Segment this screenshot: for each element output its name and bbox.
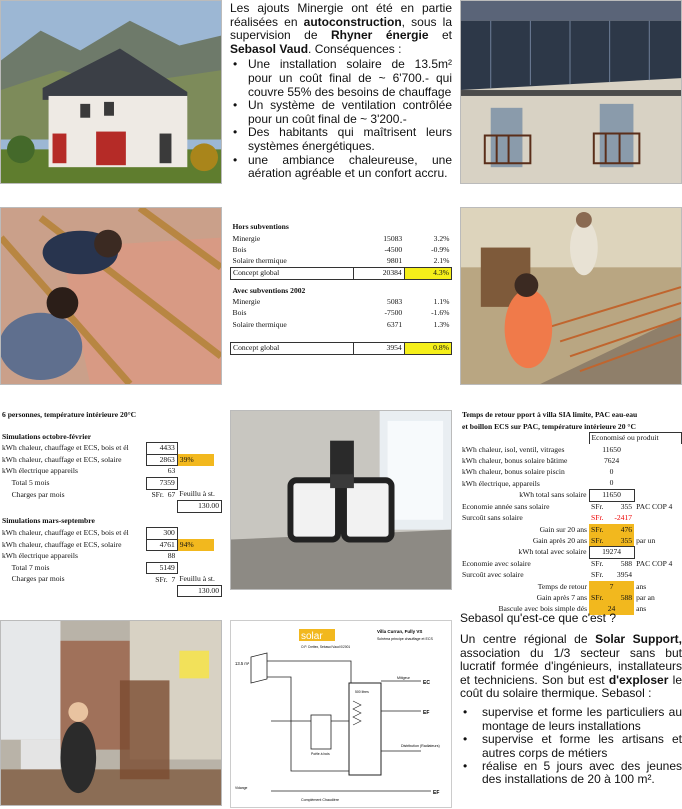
sebasol-text: Sebasol qu'est-ce que c'est ? Un centre régional de Solar Support, association du 1/3 secteur sans but lucratif formée d'ingénieurs, installateurs et techniciens. Son but est d'exploser le coût du solaire thermique. Sebasol : • supervise et forme les particuliers au montage de leurs installations • supervise et forme les artisans et autres corps de métiers • réalise en 5 jours avec des jeunes des installations de 20 à 100 m². [460, 612, 682, 787]
facade-photo [460, 0, 682, 184]
table-row: Solaire thermique 6371 1.3% [232, 319, 450, 329]
table-row: kWh électrique, appareils 0 [462, 478, 614, 488]
stove-label: Poêle à bois [311, 752, 330, 756]
table-row: Bascule avec bois simple dés 24 ans [498, 604, 647, 614]
list-item: • Une installation solaire de 13.5m² pour un coût final de ~ 6'700.- qui couvre 55% des besoins de chauffage [230, 58, 452, 99]
table-row: kWh chaleur, isol, ventil, vitrages 11650 [462, 444, 621, 454]
table-row: Temps de retour 7 ans [537, 581, 647, 591]
distribution-label: Distribution (Radiateurs) [401, 744, 440, 748]
list-item: • Un système de ventilation contrôlée pour un coût final de ~ 3'200.- [230, 99, 452, 126]
schema-subtitle: Schéma principe chauffage et ECS [377, 637, 433, 641]
sebasol-question: Sebasol qu'est-ce que c'est ? [460, 611, 617, 625]
table-row: Gain sur 20 ans SFr. 476 [539, 524, 633, 534]
table-row: kWh chaleur, chauffage et ECS, bois et él 300 [0, 528, 222, 540]
table-row: kWh électrique appareils 88 [2, 551, 176, 561]
payback-table: Temps de retour pport à villa SIA limite, PAC eau-eau et boillon ECS sur PAC, température intérieure 20 °C Economisé ou produit kWh chaleur, isol, ventil, vitrages 11650 kWh chaleur, bonus solaire bâtime 7624 kWh chaleur, bonus solaire piscin 0 kWh électrique, appareils 0 kWh total sans solaire 11650 Economie année sans solaire SFr. 355 PAC COP 4 Surcoût sans solaire SFr. -2417 Gain sur 20 ans SFr. 476 Gain après 20 ans SFr. 355 par un kWh total avec solaire 19274 Economie avec solaire SFr. 588 PAC COP 4 Surcoût avec solaire SFr. 3954 Temps de retour 7 ans Gain après 7 ans SFr. 588 par an Bascule avec bois simple dés 24 ans [460, 410, 682, 615]
table-row: Concept global 3954 0.8% [231, 343, 452, 355]
sebasol-bullets [460, 706, 682, 786]
ec-label: EC [423, 680, 430, 686]
table-row: Surcoût avec solaire SFr. 3954 [462, 570, 633, 580]
intro-bullets [230, 58, 452, 180]
schema-company: O.P. Crettex, Sebasol Vaud 0/2001 [301, 645, 351, 649]
table-row: kWh total sans solaire 11650 [460, 490, 682, 502]
subsidies-table [230, 222, 452, 355]
schema-villa: Villa Curran, Fully VS [377, 629, 423, 634]
collector-icon [251, 653, 267, 683]
schema-diagram [230, 620, 452, 808]
list-item: • supervise et forme les artisans et autres corps de métiers [460, 733, 682, 760]
table-row: kWh total avec solaire 19274 [460, 547, 682, 559]
table-row: Bois -7500 -1.6% [232, 308, 450, 318]
table-row: Minergie 5083 1.1% [232, 296, 450, 306]
table-row: Gain après 7 ans SFr. 588 par an [536, 593, 655, 603]
solar-logo: solar [301, 631, 323, 642]
boiler-label: Complément Chaudière [301, 798, 339, 802]
table-row: kWh chaleur, chauffage et ECS, bois et él 4433 [0, 443, 222, 455]
table-header: Avec subventions 2002 [232, 285, 306, 295]
collector-build-photo [0, 207, 222, 385]
intro-text: Les ajouts Minergie ont été en partie réalisées en autoconstruction, sous la supervision de Rhyner énergie et Sebasol Vaud. Conséquences : • Une installation solaire de 13.5m² pour un coût final de ~ 6'700.- qui couvre 55% des besoins de chauffage • Un système de ventilation contrôlée pour un coût final de ~ 3'200.- • Des habitants qui maîtrisent leurs systèmes énergétiques. • une ambiance chaleureuse, une aération agréable et un confort accru. [230, 2, 452, 181]
list-item: • supervise et forme les particuliers au montage de leurs installations [460, 706, 682, 733]
table-row: Surcoût sans solaire SFr. -2417 [462, 513, 633, 523]
table-header: Temps de retour pport à villa SIA limite, PAC eau-eau [462, 410, 638, 420]
table-header: 6 personnes, température intérieure 20°C [2, 410, 137, 420]
list-item: • Des habitants qui maîtrisent leurs systèmes énergétiques. [230, 126, 452, 153]
simulation-table: 6 personnes, température intérieure 20°C Simulations octobre-février kWh chaleur, chauffage et ECS, bois et él 4433 kWh chaleur, chauffage et ECS, solaire 2863 39% kWh électrique appareils 63 Total 5 mois 7359 Charges par mois SFr. 67 Feuillu à st. 130.00 Simulations mars-septembre kWh chaleur, chauffage et ECS, bois et él 300 kWh chaleur, chauffage et ECS, solaire 4761 94% kWh électrique appareils 88 Total 7 mois 5149 Charges par mois SFr. 7 Feuillu à st. 130.00 [0, 410, 222, 597]
table-row: kWh chaleur, chauffage et ECS, solaire 4761 94% [0, 539, 222, 551]
table-row: kWh chaleur, bonus solaire piscin 0 [462, 467, 614, 477]
table-header: Hors subventions [232, 222, 289, 232]
classroom-photo [0, 620, 222, 806]
storage-tank [349, 683, 381, 775]
table-row: Total 7 mois 5149 [0, 562, 222, 574]
table-row: kWh chaleur, bonus solaire bâtime 7624 [462, 455, 620, 465]
list-item: • réalise en 5 jours avec des jeunes des installations de 20 à 100 m². [460, 760, 682, 787]
table-row: Solaire thermique 9801 2.1% [232, 256, 450, 266]
table-header: et boillon ECS sur PAC, température intérieure 20 °C [462, 421, 636, 431]
mixer-label: Mitigeur [397, 676, 410, 680]
tank-label: 500 litres [355, 690, 369, 694]
schema-area: 13.5 m² [235, 661, 250, 666]
ventilation-photo [230, 410, 452, 590]
workshop-photo [460, 207, 682, 385]
table-row: Economie année sans solaire SFr. 355 PAC COP 4 [462, 501, 673, 511]
table-row: Concept global 20384 4.3% [231, 268, 452, 280]
table-row: kWh chaleur, chauffage et ECS, solaire 2863 39% [0, 454, 222, 466]
table-row: Minergie 15083 3.2% [232, 233, 450, 243]
drain-label: Vidange [235, 786, 248, 790]
table-row: Charges par mois SFr. 7 Feuillu à st. [11, 574, 215, 584]
ef-label: EF [423, 710, 430, 716]
table-row: Economie avec solaire SFr. 588 PAC COP 4 [462, 558, 673, 569]
list-item: • une ambiance chaleureuse, une aération agréable et un confort accru. [230, 154, 452, 181]
table-row: Total 5 mois 7359 [0, 478, 222, 490]
table-row: Gain après 20 ans SFr. 355 par un [532, 535, 656, 545]
house-photo [0, 0, 222, 184]
stove-icon [311, 715, 331, 749]
table-row: kWh électrique appareils 63 [2, 466, 176, 476]
table-row: Charges par mois SFr. 67 Feuillu à st. [11, 489, 215, 499]
ef-bottom-label: EF [433, 790, 440, 796]
table-row: Bois -4500 -0.9% [232, 245, 450, 255]
